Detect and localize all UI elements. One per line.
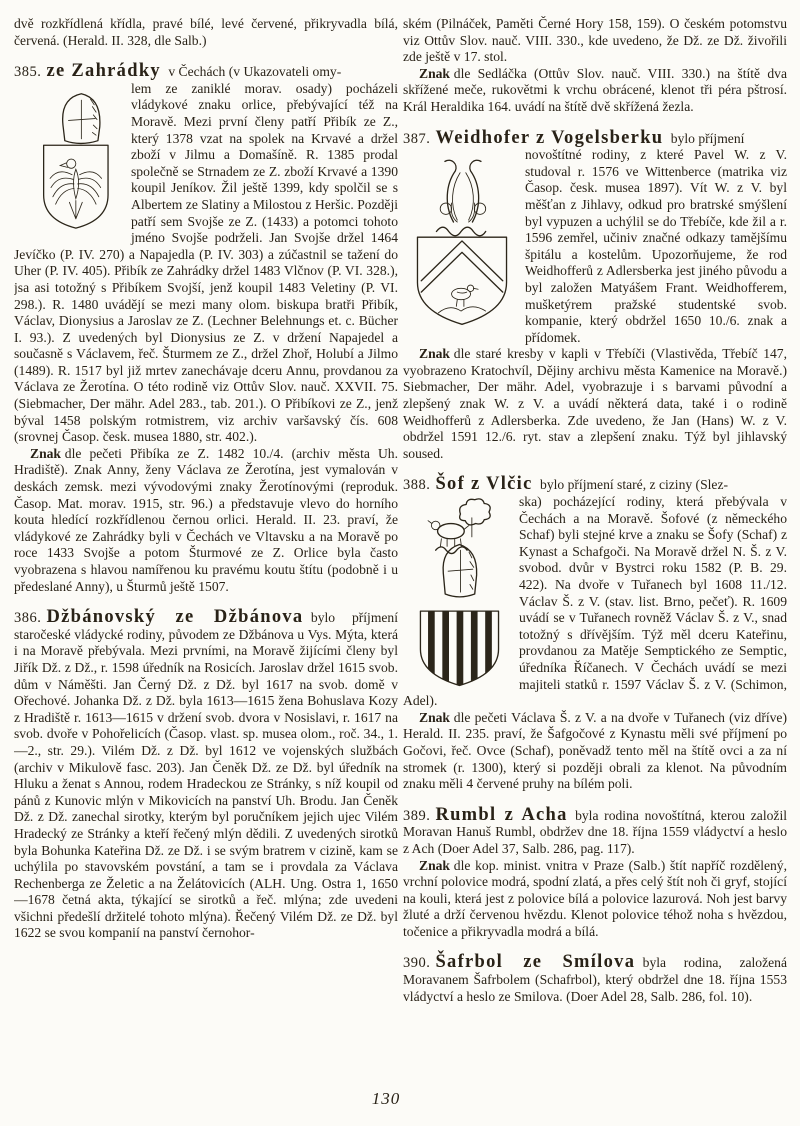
entry-lead: bylo příjmení [670, 130, 745, 146]
entry-number: 390. [403, 955, 431, 972]
entry-title: Džbánovský ze Džbánova [46, 607, 304, 628]
horns-and-chevron-shield-drawing [409, 150, 515, 330]
entry-385-heading-line [14, 62, 398, 81]
entry-lead: v Čechách (v Ukazovateli omy- [168, 64, 342, 80]
entry-385 [14, 62, 398, 595]
entry-number: 389. [403, 807, 431, 824]
entry-388-heading-line [403, 475, 787, 494]
entry-title: Šafrbol ze Smílova [435, 952, 636, 973]
entry-387 [403, 129, 787, 463]
entry-body: byla rodina novoštítná, kterou založil Moravan Hanuš Rumbl, obdržev dne 18. října 1559 vládyctví a heslo z Ach (Doer Adel 37, Salb. 286, pag. 117). [403, 807, 787, 856]
entry-title: ze Zahrádky [46, 61, 161, 82]
znak-label: Znak [419, 857, 450, 873]
entry-387-body: novoštítné rodiny, z které Pavel W. z V. studoval r. 1576 ve Wittenberce (matrika viz Časop. česk. musea 1897). Vít W. z V. byl měšťan z Jihlavy, odkud pro bratrské smýšlení byl vypuzen a uchýlil se do Třebíče, kde žil a r. 1596 zemřel, učiniv značné odkazy tamějšímu špitálu a kostelům. Upozorňujeme, že rod Weidhofferů z Adlersberka jest jiného původu a byl založen Matyášem Frant. Weidhofferem, mušketýrem pražské studentské svob. kompanie, který obdržel 1650 10./6. znak a přídomek. [525, 147, 787, 345]
carryover-paragraph: dvě rozkřídlená křídla, pravé bílé, levé červené, přikryvadla bílá, červená. (Herald. II. 328, dle Salb.) [14, 16, 398, 48]
entry-385-znak-paragraph [14, 446, 398, 595]
znak-label: Znak [419, 709, 450, 725]
entry-number: 386. [14, 610, 42, 627]
entry-title: Rumbl z Acha [435, 804, 568, 825]
entry-body: bylo příjmení staročeské vládycké rodiny, původem ze Džbánova u Vys. Mýta, která i na Moravě přebývala. Mezi prvními, na Moravě žijícími členy byl Jiřík Dž. z Dž., r. 1598 úředník na Rosicích. Jaroslav držel 1615 svob. dům v Náměšti. Jan Černý Dž. z Dž. byl 1617 na svob. domě v Ořechové. Johanka Dž. z Dž. byla 1613—1615 žena Bohuslava Kozy z Hradiště r. 1613—1615 v držení svob. dvora v Nosislavi, r. 1617 na svob. dvoře v Pohořelicích (Časop. vlast. sp. musea olom., roč. 34., 1.—2., str. 29.). Vilém Dž. z Dž. byl 1612 ve vojenských službách (archiv v Mikulově fasc. 203). Jan Čeněk Dž. ze Dž. byl úředník na Hluku a ženat s Annou, rodem Hradeckou ze Stránky, s níž koupil od pánů z Kunovic mlýn v Mikovicích na panství Uh. Brodu. Jan Čeněk Dž. z Dž. zanechal sirotky, kterým byl poručníkem jejich ujec Vilém Hradecký ze Stránky a kteří řečený mlýn dědili. Z uvedených sirotků byla Bohunka Kateřina Dž. ze Dž. i se svým bratrem v cizině, kam se uchýlila po stavovském povstání, a tam se i provdala za Václava Rechenberga ze Želetic a na Želátovicích (ALH. Ung. Ostra 1, 1650—1678 četná akta, týkající se sirotků a řeč. mlýna; zde uvedeni všichni předešlí držitelé tohoto mlýna). Řečený Vilém Dž. ze Dž. byl 1622 se svou kompanií na panství černohor- [14, 610, 398, 941]
entry-386 [14, 608, 398, 942]
entry-386-continuation: ském (Pilnáček, Paměti Černé Hory 158, 159). O českém potomstvu viz Ottův Slov. nauč. VIII. 330., kde uvedeno, že Dž. ze Dž. živořili zde ještě v 17. stol. [403, 16, 787, 65]
lamb-tree-and-paly-shield-drawing [409, 498, 509, 690]
entry-body: byla rodina, založená Moravanem Šafrbolem (Schafrbol), který obdržel dne 18. října 1553 vládyctví a heslo ze Smilova. (Doer Adel 28, Salb. 286, fol. 10). [403, 955, 787, 1004]
entry-385-body: lem ze zaniklé morav. osady) pocházeli vládykové znaku orlice, přebývající též na Moravě. Mezi první členy patří Přibík ze Z., který 1378 vzat na spolek na Krvavé a držel zboží v Jilmu a Domašíně. R. 1385 prodal společně se Strnadem ze Z. zboží Krvavé a 1390 koupil Jeníkov. Žil ještě 1399, kdy spolčil se s Albertem ze Slatiny a Milostou z Heršic. Později patří sem Svojše ze Z. (1433) a potomci tohoto jméno Svojše podrželi. Jan Svojše držel 1464 Jevíčko (P. IV. 270) a Napajedla (P. IV. 303) a zúčastnil se tažení do Uher (P. IV. 405). Přibík ze Zahrádky držel 1483 Vlčnov (P. VI. 328.), jsa asi totožný s Přibíkem Svojší, jenž koupil 1483 Veletiny (P. VI. 298.). R. 1480 uvádějí se mezi many olom. biskupa bratři Přibík, Václav, Dionysius a Jaroslav ze Z. (Lechner Belehnungs et. c. Bücher I. 93.). Z uvedených byl Dionysius ze Z. v držení Napajedel a současně s Václavem, řeč. Šturmem ze Z., držel Zhoř, Holubí a Jilmo (1489). R. 1517 byl již mrtev zanechávaje dceru Annu, provdanou za Václava ze Žerotína. O této rodině viz Ottův Slov. nauč. XXVII. 75. (Siebmacher, Der mähr. Adel 283., tab. 201.). O Přibíkovi ze Z., jenž býval 1458 polským rotmistrem, viz archiv varšavský čís. 608 (srovnej Časop. česk. musea 1880, str. 402.). [14, 80, 398, 445]
znak-text: dle kop. minist. vnitra v Praze (Salb.) štít napříč rozdělený, vrchní polovice modrá, spodní zlatá, a přes celý štít noh či gryf, stojící na kouli, která jest z polovice bílá a polovice lazurová. Noh jest barvy žluté a drží červenou hvězdu. Klenot polovice téhož noha s hvězdou, točenice a přikryvadla modrá a bílá. [403, 857, 787, 939]
entry-387-heading-line [403, 129, 787, 148]
znak-text: dle pečeti Václava Š. z V. a na dvoře v Tuřanech (viz dříve) Herald. II. 235. praví, že Šafgočové z Kynastu měli své příjmení po Gočovi, řeč. Ovce (Schaf), poněvadž tento měl na štítě ovci a za ní stromek (r. 1300), který si později obrali za klenot. Na původním znaku měli 4 červené pruhy na bílém poli. [403, 709, 787, 792]
entry-388-body-wrap [403, 494, 787, 793]
entry-388-body: ska) pocházející rodiny, která přebývala v Čechách a na Moravě. Šofové (z německého Schaf) byli stejné krve a znaku se Šofy (Schaf) z Kynast a Schafgoči. Na Moravě držel N. Š. z V. svobod. dvůr v Bystrci roku 1582 (P. B. 29. 422). Na dvoře v Tuřanech byl 1608 11./12. Václav Š. z V. (stav. list. Brno, pečeť). R. 1609 uvádí se v Tuřanech rovněž Václav Š. z V., snad totožný s dřívějším. Týž měl dceru Kateřinu, provdanou za Matěje Semptického ze Semptic, úředníka Říčanech. V Čechách uvádí se mezi majiteli statků r. 1597 Václav Š. z V. (Schimon, Adel). [403, 494, 787, 709]
right-column [403, 16, 787, 1088]
znak-text: dle Sedláčka (Ottův Slov. nauč. VIII. 330.) na štítě dva skřížené meče, rukovětmi k vrchu obrácené, klenot tři péra pštrosí. Král Heraldika 164. uvádí na štítě dvě skřížená žezla. [403, 65, 787, 114]
entry-389 [403, 806, 787, 941]
entry-387-znak-paragraph [403, 346, 787, 462]
entry-number: 388. [403, 477, 431, 494]
znak-label: Znak [30, 445, 61, 461]
entry-388 [403, 475, 787, 792]
zahradky-coat-of-arms-image [28, 85, 120, 235]
entry-title: Weidhofer z Vogelsberku [435, 127, 664, 148]
entry-number: 387. [403, 130, 431, 147]
left-column [14, 16, 398, 1088]
entry-390-body [403, 953, 787, 1005]
znak-label: Znak [419, 346, 450, 362]
znak-label: Znak [419, 65, 450, 81]
entry-lead: bylo příjmení staré, z ciziny (Slez- [540, 477, 729, 493]
entry-388-znak-paragraph [403, 710, 787, 793]
entry-number: 385. [14, 64, 42, 81]
weidhofer-coat-of-arms-image [409, 150, 515, 330]
page-number: 130 [371, 1089, 401, 1108]
entry-389-znak-paragraph [403, 858, 787, 941]
entry-386-body [14, 608, 398, 942]
entry-386-znak-paragraph [403, 66, 787, 116]
entry-389-body [403, 806, 787, 858]
entry-385-body-wrap [14, 81, 398, 446]
znak-text: dle pečeti Přibíka ze Z. 1482 10./4. (archiv města Uh. Hradiště). Znak Anny, ženy Václava ze Žerotína, jest vymalován v deskách zemsk. mezi vývodovými znaky Žerotínovými (reproduk. Časop. Mat. morav. 1915, str. 96.) a představuje vlevo do horního kouta hledící rozkřídlenou černou orlici. Herald. II. 23. praví, že vládykové ze Zahrádky byli v Čechách ve Vltavsku a na Moravě po roce 1433 Svojše a potom Šturmové ze Z. Orlice byla často vyobrazena s hlavou namířenou ku pravému koutu štítu (podobně i u předeslané Anny), u Šturmů ještě 1507. [14, 445, 398, 594]
znak-text: dle staré kresby v kapli v Třebíči (Vlastivěda, Třebíč 147, vyobrazeno Kratochvíl, Dějiny archivu města Kamenice na Moravě.) Siebmacher, Der mähr. Adel, vyobrazuje i s barvami původní a zlepšený znak W. z V. a uvádí některá data, také i o rodině Weidhofferů z Adlersberka. Zde uvedeno, že Jan (Hans) W. z V. obdržel 1591 12./6. ryt. stav a zlepšení znaku. Týž byl jihlavský soused. [403, 346, 787, 461]
sof-coat-of-arms-image [409, 498, 509, 690]
helm-and-eagle-shield-drawing [28, 85, 120, 235]
entry-title: Šof z Vlčic [435, 474, 533, 495]
entry-387-body-wrap [403, 147, 787, 462]
entry-390 [403, 953, 787, 1005]
